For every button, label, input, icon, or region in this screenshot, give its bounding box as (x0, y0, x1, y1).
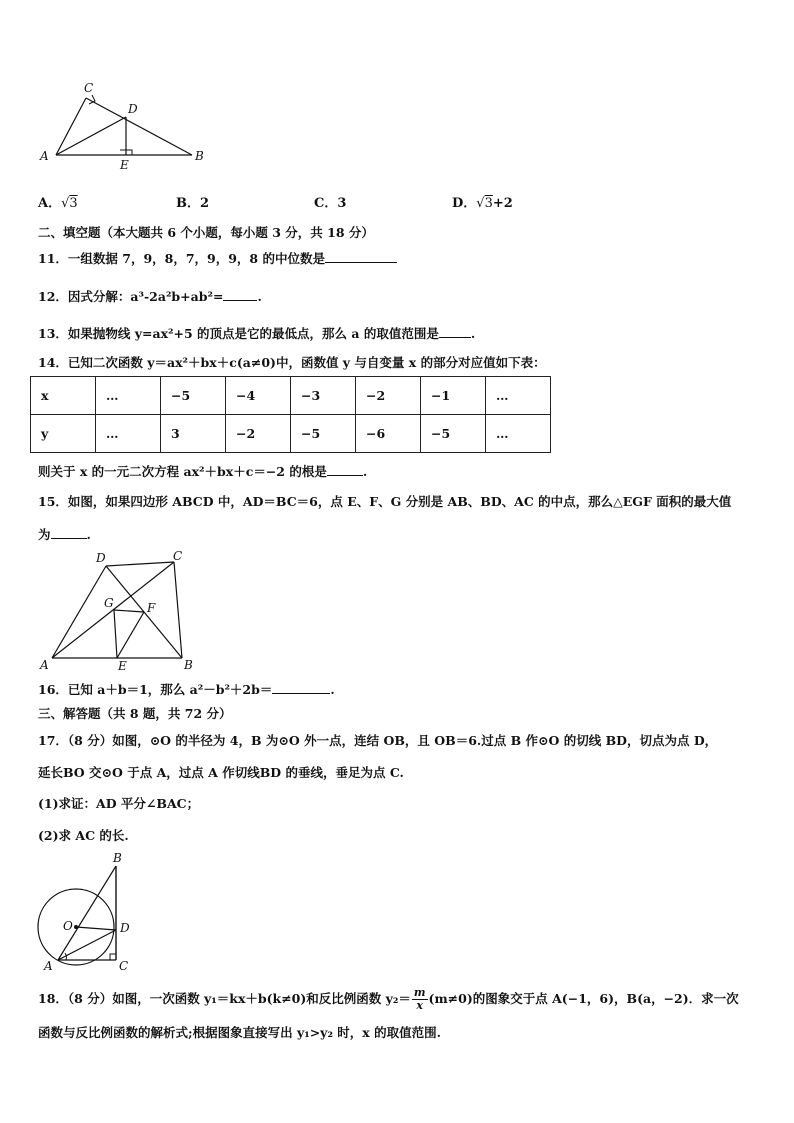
label-C: C (84, 81, 94, 95)
question-15: 15．如图，如果四边形 ABCD 中，AD＝BC＝6，点 E、F、G 分别是 AB、BD、AC 的中点，那么△EGF 面积的最大值 (38, 494, 732, 509)
label-A: A (40, 658, 49, 672)
value-table (30, 376, 551, 453)
question-11: 11．一组数据 7，9，8，7，9，9，8 的中位数是 (38, 250, 397, 267)
answer-blank (223, 288, 257, 301)
label-C: C (173, 549, 183, 563)
question-17-line1: 17．（8 分）如图，⊙O 的半径为 4，B 为⊙O 外一点，连结 OB，且 OB＝6.过点 B 作⊙O 的切线 BD，切点为点 D， (38, 733, 718, 748)
section3-title: 三、解答题（共 8 题，共 72 分） (38, 706, 232, 721)
question-18-line2: 函数与反比例函数的解析式;根据图象直接写出 y₁>y₂ 时，x 的取值范围. (38, 1025, 441, 1040)
label-A: A (44, 959, 53, 973)
option-c: C．3 (314, 196, 347, 211)
answer-blank (325, 250, 397, 263)
label-G: G (104, 596, 114, 610)
question-13: 13．如果抛物线 y=ax²+5 的顶点是它的最低点，那么 a 的取值范围是 . (38, 326, 476, 341)
label-C: C (119, 959, 129, 973)
quadrilateral-figure-q15 (38, 548, 203, 673)
label-E: E (120, 158, 129, 172)
label-O: O (63, 919, 73, 933)
label-D: D (128, 102, 138, 116)
circle-figure-q17 (30, 850, 140, 975)
question-12: 12．因式分解：a³-2a²b+ab²= . (38, 289, 262, 304)
label-D: D (120, 921, 130, 935)
label-F: F (147, 601, 156, 615)
label-B: B (113, 851, 122, 865)
label-E: E (118, 659, 127, 673)
question-16: 16．已知 a＋b＝1，那么 a²－b²＋2b＝ . (38, 682, 335, 697)
answer-blank (439, 325, 471, 338)
option-b: B．2 (176, 196, 210, 211)
table-row: y … 3 −2 −5 −6 −5 … (31, 415, 551, 453)
question-17-line2: 延长BO 交⊙O 于点 A，过点 A 作切线BD 的垂线，垂足为点 C. (38, 765, 404, 780)
fraction-m-over-x: $\frac{m}{x}$ (413, 986, 426, 1012)
label-D: D (96, 551, 106, 565)
triangle-figure-q10 (34, 80, 214, 175)
question-18-line1: 18．（8 分）如图，一次函数 y₁＝kx＋b(k≠0)和反比例函数 y₂＝ $\frac{m}{x}$ (m≠0)的图象交于点 A(−1，6)，B(a，−2)．求一次 (38, 986, 739, 1012)
table-row: x … −5 −4 −3 −2 −1 … (31, 377, 551, 415)
option-d: D．√3+2 (452, 196, 513, 211)
label-B: B (195, 149, 204, 163)
label-B: B (184, 658, 193, 672)
question-14: 14．已知二次函数 y＝ax²＋bx＋c(a≠0)中，函数值 y 与自变量 x 的部分对应值如下表： (38, 355, 546, 370)
question-17-part2: (2)求 AC 的长. (38, 828, 129, 843)
question-14-after: 则关于 x 的一元二次方程 ax²＋bx＋c＝−2 的根是 . (38, 464, 368, 479)
section2-title: 二、填空题（本大题共 6 个小题，每小题 3 分，共 18 分） (38, 225, 374, 240)
question-17-part1: (1)求证：AD 平分∠BAC； (38, 796, 200, 811)
answer-blank (51, 526, 87, 539)
label-A: A (40, 149, 49, 163)
answer-blank (272, 681, 330, 694)
question-15-cont: 为 . (38, 527, 91, 542)
option-a: A．√3 (38, 196, 78, 211)
answer-blank (327, 463, 363, 476)
